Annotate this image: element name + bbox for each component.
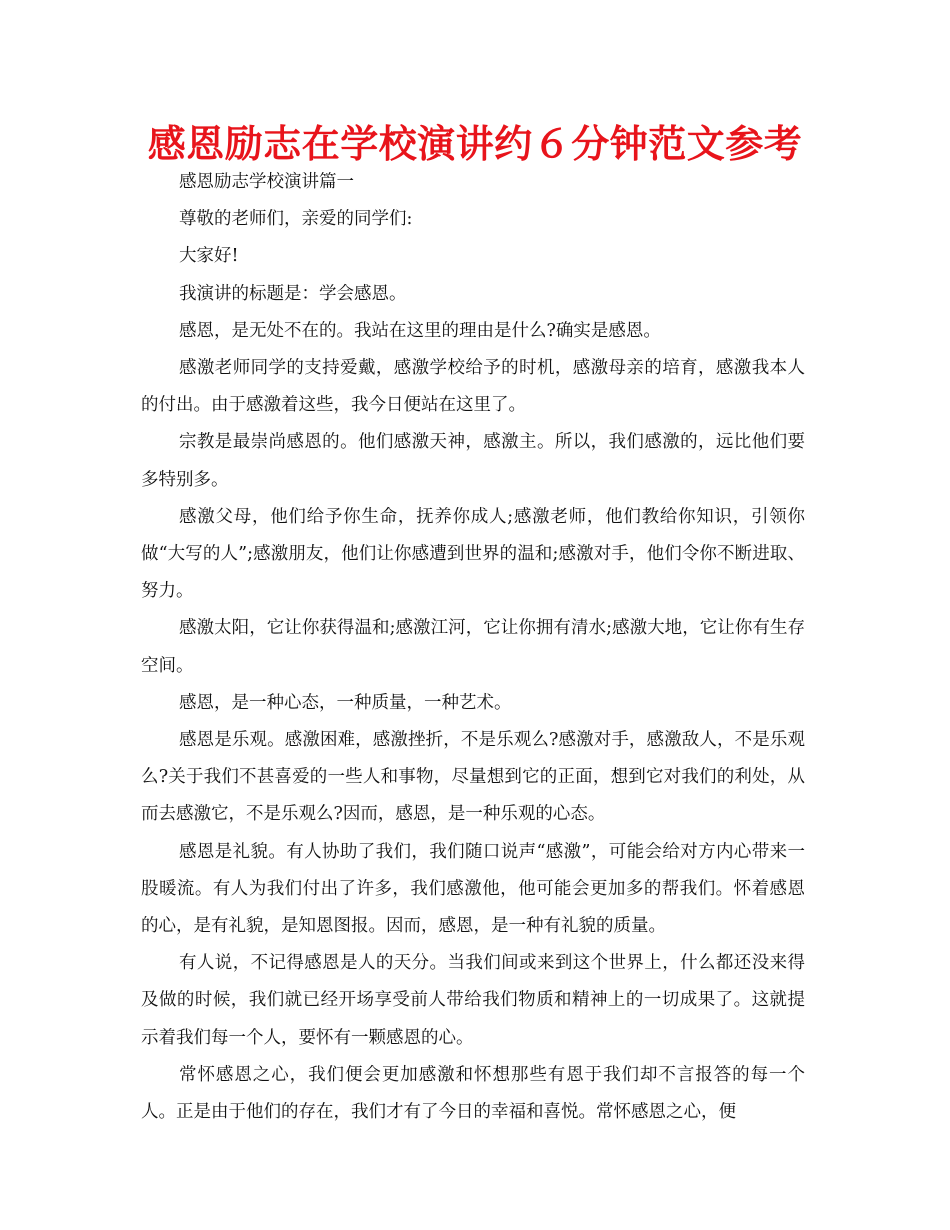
paragraph: 尊敬的老师们，亲爱的同学们: xyxy=(179,209,413,230)
paragraph: 宗教是最崇尚感恩的。他们感激天神，感激主。所以，我们感激的，远比他们要多特别多。 xyxy=(141,432,805,490)
paragraph: 感恩，是无处不在的。我站在这里的理由是什么?确实是感恩。 xyxy=(179,320,661,341)
paragraph: 感激父母，他们给予你生命，抚养你成人;感激老师，他们教给你知识，引领你做“大写的人”;感激朋友，他们让你感遭到世界的温和;感激对手，他们令你不断进取、努力。 xyxy=(141,506,805,602)
paragraph: 常怀感恩之心，我们便会更加感激和怀想那些有恩于我们却不言报答的每一个人。正是由于他们的存在，我们才有了今日的幸福和喜悦。常怀感恩之心，便 xyxy=(141,1064,805,1123)
paragraph: 感恩是礼貌。有人协助了我们，我们随口说声“感激”，可能会给对方内心带来一股暖流。有人为我们付出了许多，我们感激他，他可能会更加多的帮我们。怀着感恩的心，是有礼貌，是知恩图报。因而，感恩，是一种有礼貌的质量。 xyxy=(141,841,805,937)
paragraph: 感恩励志学校演讲篇一 xyxy=(179,172,354,192)
paragraph: 感激老师同学的支持爱戴，感激学校给予的时机，感激母亲的培育，感激我本人的付出。由于感激着这些，我今日便站在这里了。 xyxy=(141,358,805,416)
paragraph: 有人说，不记得感恩是人的天分。当我们间或来到这个世界上，什么都还没来得及做的时候，我们就已经开场享受前人带给我们物质和精神上的一切成果了。这就提示着我们每一个人，要怀有一颗感恩的心。 xyxy=(141,953,805,1048)
paragraph: 我演讲的标题是：学会感恩。 xyxy=(179,283,407,304)
paragraph: 感激太阳，它让你获得温和;感激江河，它让你拥有清水;感激大地，它让你有生存空间。 xyxy=(141,618,805,676)
document-body xyxy=(141,164,805,1131)
paragraph: 感恩，是一种心态，一种质量，一种艺术。 xyxy=(179,692,512,713)
paragraph: 大家好! xyxy=(179,246,239,267)
document-title: 感恩励志在学校演讲约６分钟范文参考 xyxy=(147,122,803,166)
paragraph: 感恩是乐观。感激困难，感激挫折，不是乐观么?感激对手，感激敌人，不是乐观么?关于我们不甚喜爱的一些人和事物，尽量想到它的正面，想到它对我们的利处，从而去感激它，不是乐观么?因而，感恩，是一种乐观的心态。 xyxy=(141,730,805,825)
